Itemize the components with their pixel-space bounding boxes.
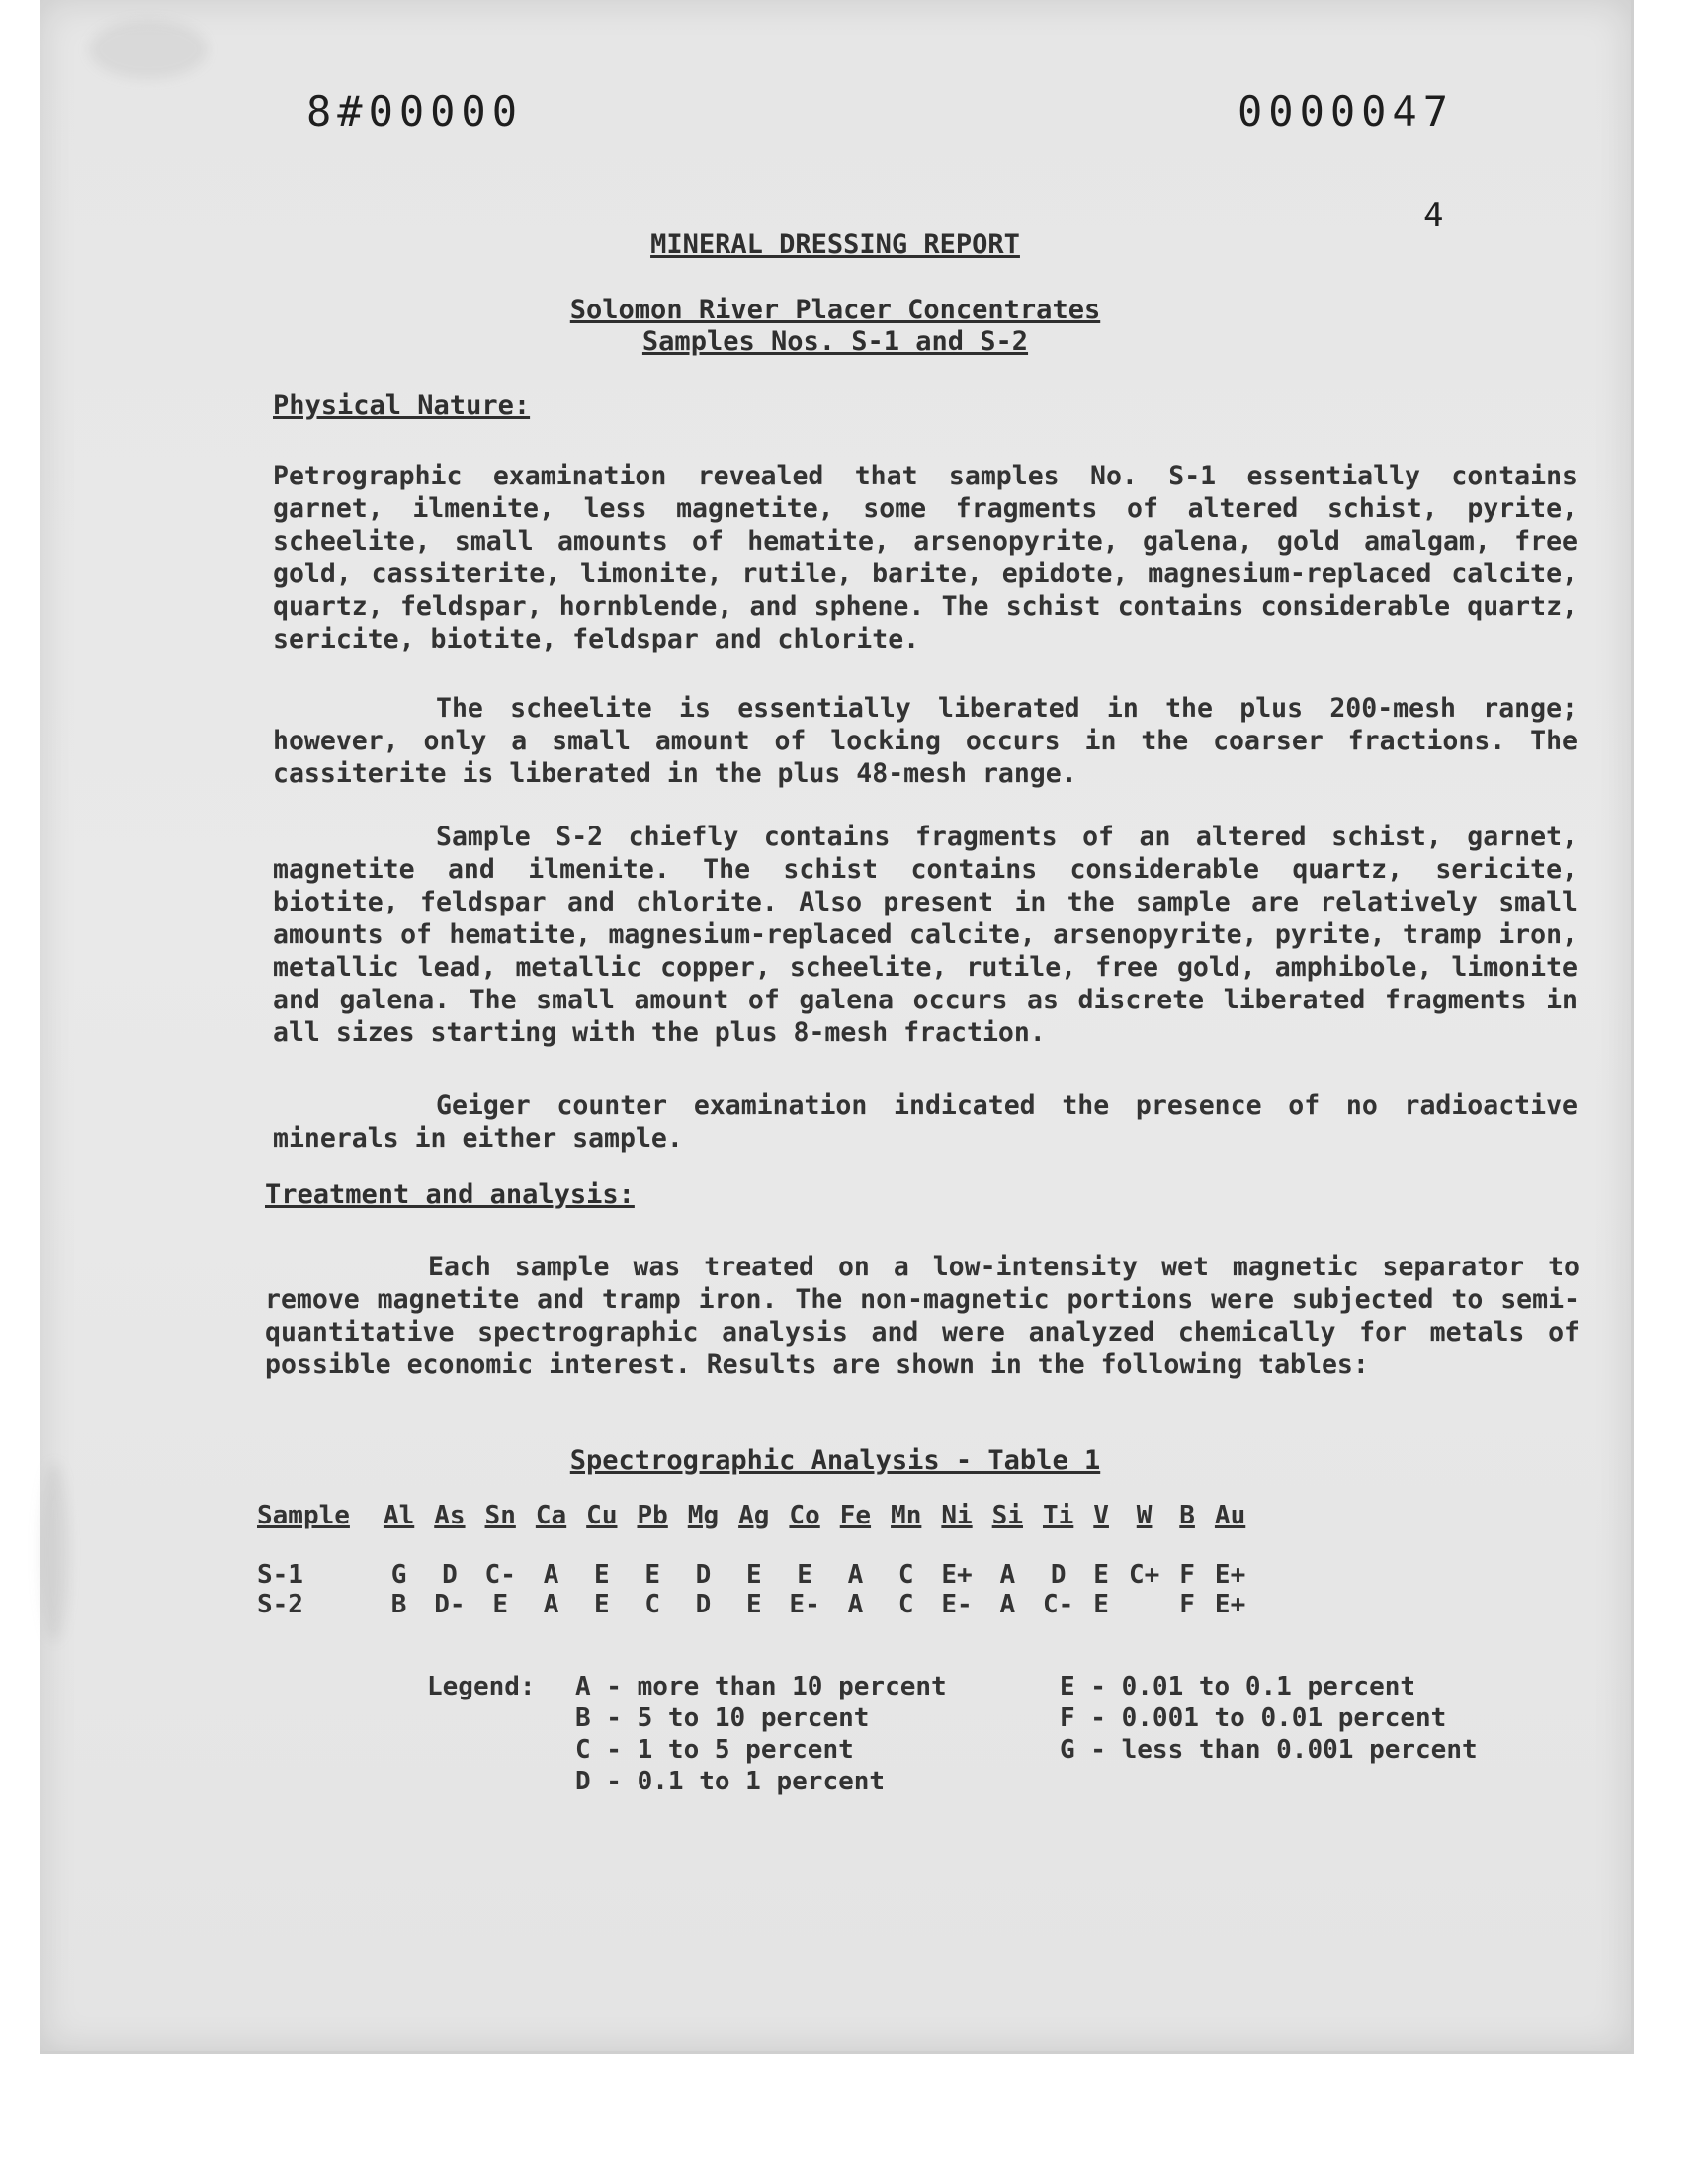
table-cell: E+: [941, 1560, 973, 1590]
table-cell: A: [847, 1560, 864, 1590]
table-cell: F: [1179, 1590, 1195, 1619]
legend-item: B - 5 to 10 percent: [575, 1703, 870, 1733]
physical-nature-heading: Physical Nature:: [273, 391, 531, 421]
report-samples-line: Samples Nos. S-1 and S-2: [641, 326, 1029, 357]
table-cell: C: [897, 1590, 914, 1619]
table-row: [257, 1560, 1255, 1590]
column-header-element: Au: [1214, 1501, 1246, 1530]
page-smudge: [40, 1463, 69, 1641]
column-header-element: Co: [789, 1501, 820, 1530]
physical-nature-paragraph-4: Geiger counter examination indicated the presence of no radioactive minerals in either sample.: [273, 1090, 1593, 1154]
legend-item: D - 0.1 to 1 percent: [575, 1767, 886, 1796]
table-body: [257, 1560, 1255, 1619]
table-cell: F: [1179, 1560, 1195, 1590]
column-header-element: Fe: [839, 1501, 872, 1530]
physical-nature-paragraph-1: Petrographic examination revealed that samples No. S-1 essentially contains garnet, ilmenite, less magnetite, some fragments of altered schist, pyrite, scheelite, small amounts of hematite, arsenopyrite, galena, gold amalgam, free gold, cassiterite, limonite, rutile, barite, epidote, magnesium-replaced calcite, quartz, feldspar, hornblende, and sphene. The schist contains considerable quartz, sericite, biotite, feldspar and chlorite.: [273, 461, 1593, 654]
treatment-heading: Treatment and analysis:: [265, 1179, 635, 1210]
column-header-element: Mg: [687, 1501, 720, 1530]
report-subtitle: Solomon River Placer Concentrates: [569, 295, 1101, 325]
legend-item: E - 0.01 to 0.1 percent: [1060, 1672, 1416, 1701]
table-cell: E+: [1214, 1590, 1246, 1619]
table-cell: D: [695, 1560, 712, 1590]
spectrographic-table: [257, 1501, 1255, 1619]
page-smudge: [89, 20, 208, 79]
table-cell: D: [695, 1590, 712, 1619]
column-header-element: Sn: [484, 1501, 516, 1530]
document-page: [40, 0, 1634, 2054]
column-header-sample: Sample: [257, 1501, 350, 1530]
table-cell: C-: [484, 1560, 516, 1590]
column-header-element: Mn: [891, 1501, 922, 1530]
legend-label: Legend:: [427, 1672, 536, 1701]
table-cell: D: [1050, 1560, 1067, 1590]
table-cell: C: [897, 1560, 914, 1590]
column-header-element: Si: [991, 1501, 1023, 1530]
table-cell: E: [594, 1560, 610, 1590]
column-header-element: As: [434, 1501, 466, 1530]
table-cell: E: [594, 1590, 610, 1619]
table-cell: G: [390, 1560, 407, 1590]
table-cell: E: [797, 1560, 812, 1590]
column-header-element: Cu: [586, 1501, 618, 1530]
table-cell: A: [847, 1590, 864, 1619]
table-cell: E: [1093, 1590, 1109, 1619]
table-cell: A: [543, 1560, 559, 1590]
table-cell: E: [1093, 1560, 1109, 1590]
table-cell: C: [644, 1590, 660, 1619]
column-header-element: Pb: [637, 1501, 668, 1530]
legend-item: F - 0.001 to 0.01 percent: [1060, 1703, 1447, 1733]
table-cell: E: [745, 1560, 762, 1590]
report-title: MINERAL DRESSING REPORT: [650, 229, 1020, 260]
table-cell: C-: [1042, 1590, 1074, 1619]
legend-item: A - more than 10 percent: [575, 1672, 947, 1701]
table-header-row: [257, 1501, 1255, 1560]
table-cell: E: [745, 1590, 762, 1619]
table-cell: A: [543, 1590, 559, 1619]
column-header-element: W: [1136, 1501, 1153, 1530]
legend-item: C - 1 to 5 percent: [575, 1735, 854, 1765]
table-row: [257, 1590, 1255, 1619]
table-cell: [1119, 1590, 1169, 1619]
legend-column-right: [1060, 1671, 1478, 1766]
table-cell: C+: [1128, 1560, 1160, 1590]
document-control-number-left: 8#00000: [306, 87, 524, 135]
physical-nature-paragraph-3: Sample S-2 chiefly contains fragments of an altered schist, garnet, magnetite and ilmenite. The schist contains considerable quartz, sericite, biotite, feldspar and chlorite. Also present in the sample are relatively small amounts of hematite, magnesium-replaced calcite, arsenopyrite, pyrite, tramp iron, metallic lead, metallic copper, scheelite, rutile, free gold, amphibole, limonite and galena. The small amount of galena occurs as discrete liberated fragments in all sizes starting with the plus 8-mesh fraction.: [273, 822, 1593, 1048]
table-cell: D-: [434, 1590, 466, 1619]
table-cell: E-: [789, 1590, 820, 1619]
table1-title: Spectrographic Analysis - Table 1: [569, 1445, 1101, 1476]
table-cell: E: [492, 1590, 509, 1619]
table-cell: D: [442, 1560, 458, 1590]
column-header-element: B: [1179, 1501, 1195, 1530]
table-cell: B: [390, 1590, 407, 1619]
legend-item: G - less than 0.001 percent: [1060, 1735, 1478, 1765]
sample-id-cell: S-1: [257, 1560, 303, 1590]
table-cell: E-: [941, 1590, 973, 1619]
table-cell: E: [644, 1560, 660, 1590]
document-control-number-right: 0000047: [1238, 87, 1455, 135]
table-cell: E+: [1214, 1560, 1246, 1590]
treatment-paragraph: Each sample was treated on a low-intensity wet magnetic separator to remove magnetite and tramp iron. The non-magnetic portions were subjected to semi-quantitative spectrographic analysis and were analyzed chemically for metals of possible economic interest. Results are shown in the following tables:: [265, 1252, 1595, 1380]
sample-id-cell: S-2: [257, 1590, 303, 1619]
legend-column-left: [575, 1671, 947, 1797]
column-header-element: V: [1093, 1501, 1109, 1530]
page-number: 4: [1423, 196, 1444, 235]
column-header-element: Ca: [535, 1501, 567, 1530]
table-cell: A: [999, 1560, 1016, 1590]
column-header-element: Ag: [738, 1501, 770, 1530]
column-header-element: Al: [383, 1501, 415, 1530]
physical-nature-paragraph-2: The scheelite is essentially liberated in the plus 200-mesh range; however, only a small amount of locking occurs in the coarser fractions. The cassiterite is liberated in the plus 48-mesh range.: [273, 693, 1593, 789]
column-header-element: Ti: [1042, 1501, 1074, 1530]
column-header-element: Ni: [941, 1501, 973, 1530]
table-cell: A: [999, 1590, 1016, 1619]
